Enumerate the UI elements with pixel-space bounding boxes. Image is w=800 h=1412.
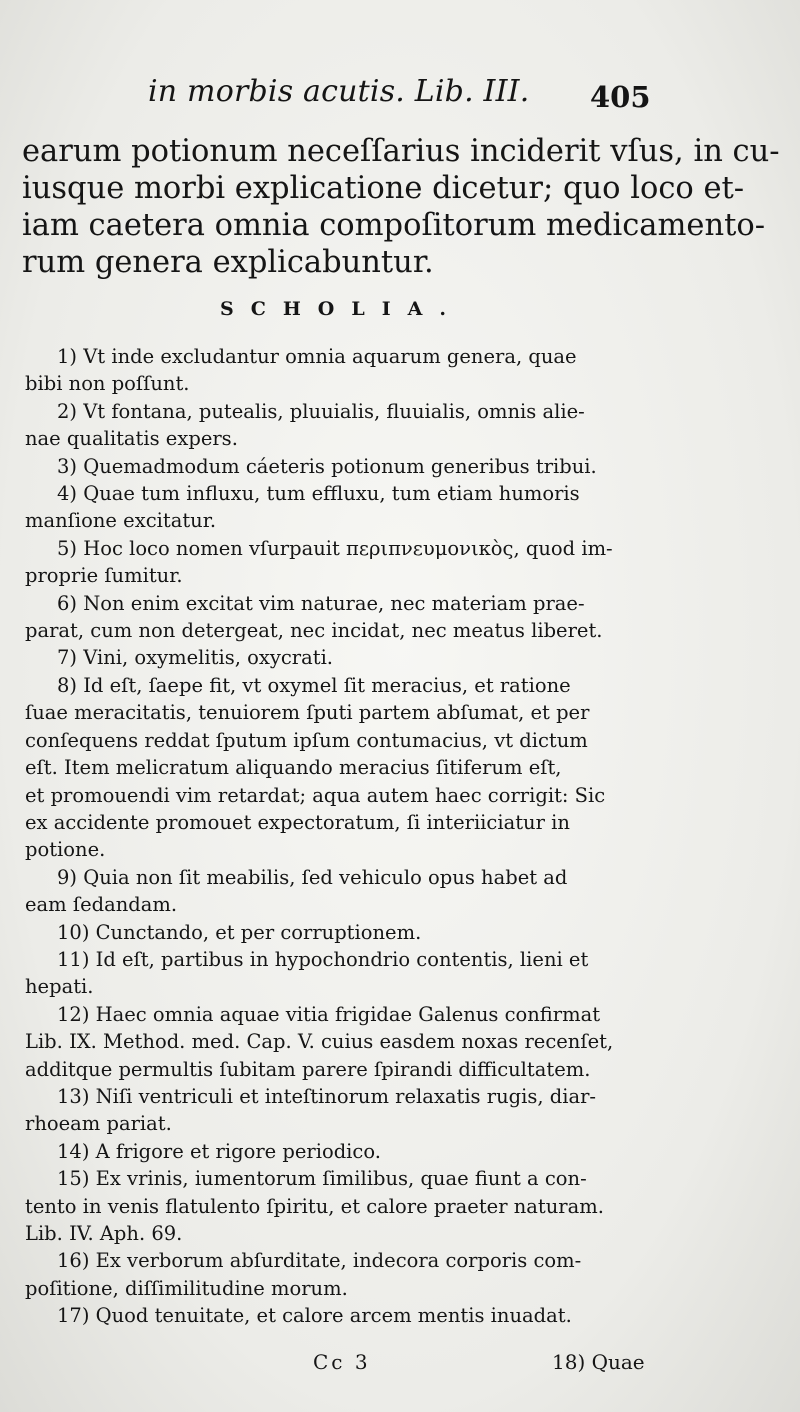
- page-header: [0, 74, 800, 124]
- note-line: poſitione, diſſimilitudine morum.: [25, 1276, 348, 1300]
- note-line: 13) Niſi ventriculi et inteſtinorum relaxatis rugis, diar-: [57, 1084, 597, 1108]
- note-line: eſt. Item melicratum aliquando meracius ſitiferum eſt,: [25, 756, 562, 780]
- text-line: earum potionum neceſſarius inciderit vſus, in cu-: [22, 134, 780, 169]
- note-line: nae qualitatis expers.: [25, 427, 238, 451]
- note-line: 17) Quod tenuitate, et calore arcem mentis inuadat.: [57, 1304, 572, 1328]
- note-line: 1) Vt inde excludantur omnia aquarum genera, quae: [57, 345, 577, 368]
- note-line: 16) Ex verborum abſurditate, indecora corporis com-: [57, 1249, 582, 1273]
- note-line: 12) Haec omnia aquae vitia frigidae Galenus confirmat: [57, 1002, 601, 1026]
- note: [25, 864, 650, 919]
- note: [25, 1138, 650, 1165]
- note-line: ſuae meracitatis, tenuiorem ſputi partem abſumat, et per: [25, 701, 590, 725]
- note-line: hepati.: [25, 975, 94, 999]
- main-text-paragraph: [22, 133, 780, 281]
- note-line: 4) Quae tum influxu, tum effluxu, tum etiam humoris: [57, 482, 580, 506]
- note: [25, 1302, 650, 1329]
- note-line: 8) Id eſt, ſaepe fit, vt oxymel ſit meracius, et ratione: [57, 673, 571, 697]
- running-title: in morbis acutis. Lib. III.: [148, 74, 530, 109]
- text-line: iusque morbi explicatione dicetur; quo loco et-: [22, 171, 745, 206]
- text-line: iam caetera omnia compoſitorum medicamento-: [22, 208, 766, 243]
- note-line: Lib. IX. Method. med. Cap. V. cuius easdem noxas recenſet,: [25, 1030, 614, 1054]
- page-footer: [0, 1350, 800, 1380]
- note-line: rhoeam pariat.: [25, 1112, 172, 1136]
- scholia-notes: [25, 343, 650, 1330]
- note: [25, 1247, 650, 1302]
- note-line: 9) Quia non ſit meabilis, ſed vehiculo opus habet ad: [57, 865, 568, 889]
- signature-mark: Cc 3: [313, 1350, 371, 1374]
- note-line: 15) Ex vrinis, iumentorum ſimilibus, quae fiunt a con-: [57, 1167, 587, 1191]
- note-line: potione.: [25, 838, 106, 862]
- note: [25, 590, 650, 645]
- scholia-heading: SCHOLIA.: [220, 298, 463, 320]
- note: [25, 1165, 650, 1247]
- note-line: proprie ſumitur.: [25, 564, 183, 588]
- text-line: rum genera explicabuntur.: [22, 245, 434, 280]
- note-line: 5) Hoc loco nomen vſurpauit περιπνευμονικὸς, quod im-: [57, 536, 613, 560]
- note-line: 10) Cunctando, et per corruptionem.: [57, 920, 422, 944]
- note: [25, 480, 650, 535]
- note-line: conſequens reddat ſputum ipſum contumacius, vt dictum: [25, 728, 588, 752]
- note-line: 6) Non enim excitat vim naturae, nec materiam prae-: [57, 591, 585, 615]
- note-line: eam ſedandam.: [25, 893, 178, 917]
- note-line: 7) Vini, oxymelitis, oxycrati.: [57, 646, 334, 670]
- note: [25, 946, 650, 1001]
- note: [25, 919, 650, 946]
- note: [25, 453, 650, 480]
- note-line: bibi non poſſunt.: [25, 372, 190, 396]
- note-line: additque permultis ſubitam parere ſpirandi difficultatem.: [25, 1057, 591, 1081]
- note-line: tento in venis flatulento ſpiritu, et calore praeter naturam.: [25, 1194, 604, 1218]
- page-number: 405: [590, 80, 651, 114]
- note: [25, 1001, 650, 1083]
- note-line: 14) A frigore et rigore periodico.: [57, 1139, 381, 1163]
- note-line: Lib. IV. Aph. 69.: [25, 1222, 183, 1245]
- note: [25, 343, 650, 398]
- note-line: et promouendi vim retardat; aqua autem haec corrigit: Sic: [25, 783, 606, 807]
- note: [25, 672, 650, 864]
- note: [25, 535, 650, 590]
- note: [25, 644, 650, 671]
- note: [25, 398, 650, 453]
- note-line: manſione excitatur.: [25, 509, 217, 533]
- note-line: 2) Vt fontana, putealis, pluuialis, fluuialis, omnis alie-: [57, 399, 585, 423]
- note-line: ex accidente promouet expectoratum, ſi interiiciatur in: [25, 810, 570, 834]
- note: [25, 1083, 650, 1138]
- note-line: parat, cum non detergeat, nec incidat, nec meatus liberet.: [25, 619, 603, 643]
- catchword: 18) Quae: [552, 1350, 645, 1374]
- note-line: 3) Quemadmodum cáeteris potionum generibus tribui.: [57, 454, 597, 478]
- note-line: 11) Id eſt, partibus in hypochondrio contentis, lieni et: [57, 947, 589, 971]
